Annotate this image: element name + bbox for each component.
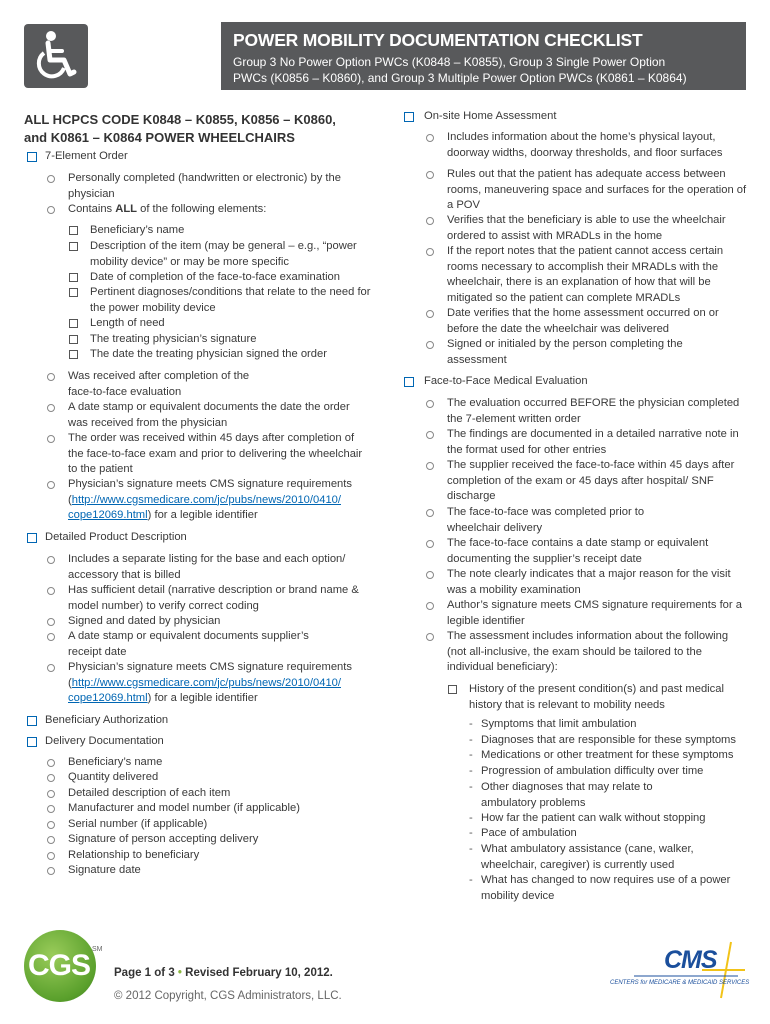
- history-subitem: How far the patient can walk without stopping: [481, 812, 706, 824]
- f2f-item: The findings are documented in a detailed narrative note in the format used for other entries: [447, 428, 739, 456]
- history-subitem: Progression of ambulation difficulty over time: [481, 765, 704, 777]
- f2f-item: The evaluation occurred BEFORE the physician completed the 7-element written order: [447, 397, 740, 425]
- order-label: 7-Element Order: [45, 150, 128, 162]
- copyright: © 2012 Copyright, CGS Administrators, LLC.: [114, 990, 342, 1002]
- delivery-item: Relationship to beneficiary: [68, 849, 200, 861]
- f2f-checkbox[interactable]: [404, 377, 414, 387]
- order-item-text: of the following elements:: [137, 203, 267, 215]
- cms-logo-text: CMS: [664, 946, 717, 974]
- order-item-emphasis: ALL: [115, 203, 138, 215]
- bullet-icon: [426, 400, 434, 408]
- element-item: The treating physician’s signature: [90, 333, 257, 345]
- page-info: [114, 967, 333, 979]
- dash-icon: -: [469, 827, 473, 839]
- element-checkbox[interactable]: [69, 273, 78, 282]
- history-subitem: Diagnoses that are responsible for these symptoms: [481, 734, 736, 746]
- bullet-icon: [47, 556, 55, 564]
- order-item: The order was received within 45 days after completion of the face-to-face exam and prior to delivering the wheelchair to the patient: [68, 432, 363, 475]
- section-heading: [24, 111, 354, 147]
- f2f-item: The note clearly indicates that a major reason for the visit was a mobility examination: [447, 568, 731, 596]
- wheelchair-icon: [24, 24, 88, 88]
- element-item: The date the treating physician signed the order: [90, 348, 327, 360]
- order-checkbox[interactable]: [27, 152, 37, 162]
- revised-date: Revised February 10, 2012.: [185, 967, 333, 979]
- bullet-icon: [47, 867, 55, 875]
- delivery-item: Quantity delivered: [68, 771, 159, 783]
- product-checkbox[interactable]: [27, 533, 37, 543]
- order-item: Physician’s signature meets CMS signature requirements (http://www.cgsmedicare.com/jc/pubs/news/2010/0410/ cope12069.html) for a legible identifier: [68, 477, 378, 524]
- bullet-icon: [47, 175, 55, 183]
- bullet-icon: [426, 341, 434, 349]
- home-item: Date verifies that the home assessment occurred on or before the date the wheelchair was delivered: [447, 307, 719, 335]
- delivery-label: Delivery Documentation: [45, 735, 164, 747]
- bullet-icon: [426, 509, 434, 517]
- order-item: Personally completed (handwritten or electronic) by the physician: [68, 172, 341, 200]
- order-item: A date stamp or equivalent documents the date the order was received from the physician: [68, 401, 350, 429]
- bullet-icon: [47, 633, 55, 641]
- authorization-checkbox[interactable]: [27, 716, 37, 726]
- page-title: POWER MOBILITY DOCUMENTATION CHECKLIST: [233, 30, 643, 50]
- bullet-icon: [47, 774, 55, 782]
- bullet-icon: [426, 171, 434, 179]
- separator: •: [177, 967, 182, 979]
- bullet-icon: [426, 571, 434, 579]
- home-item: If the report notes that the patient cannot access certain rooms necessary to accomplish their MRADLs with the wheelchair, there is an explanation of how that will be mitigated so the patient can complete MRADLs: [447, 245, 724, 304]
- f2f-item: The assessment includes information about the following (not all-inclusive, the exam should be tailored to the individual beneficiary):: [447, 630, 729, 673]
- order-item-text: ) for a legible identifier: [147, 509, 258, 521]
- wheelchair-logo: [24, 24, 88, 88]
- signature-requirements-link[interactable]: cope12069.html: [68, 509, 148, 521]
- signature-requirements-link[interactable]: http://www.cgsmedicare.com/jc/pubs/news/2010/0410/: [71, 493, 341, 506]
- element-item: Length of need: [90, 317, 165, 329]
- subtitle-line-2: PWCs (K0856 – K0860), and Group 3 Multiple Power Option PWCs (K0861 – K0864): [233, 71, 687, 85]
- f2f-item: The face-to-face contains a date stamp or equivalent documenting the supplier’s receipt date: [447, 537, 709, 565]
- f2f-item: The face-to-face was completed prior to wheelchair delivery: [447, 506, 645, 534]
- order-item: Was received after completion of the face-to-face evaluation: [68, 370, 250, 398]
- bullet-icon: [426, 431, 434, 439]
- element-checkbox[interactable]: [69, 335, 78, 344]
- order-item-text: Contains: [68, 203, 116, 215]
- delivery-item: Signature date: [68, 864, 141, 876]
- delivery-checkbox[interactable]: [27, 737, 37, 747]
- element-checkbox[interactable]: [69, 319, 78, 328]
- bullet-icon: [47, 373, 55, 381]
- bullet-icon: [426, 602, 434, 610]
- bullet-icon: [426, 134, 434, 142]
- product-item: Has sufficient detail (narrative description or brand name & model number) to verify correct coding: [68, 584, 359, 612]
- f2f-item: The supplier received the face-to-face within 45 days after completion of the exam or 45 days after hospital/ SNF discharge: [447, 459, 735, 502]
- bullet-icon: [47, 852, 55, 860]
- product-item: Signed and dated by physician: [68, 615, 221, 627]
- section-heading-line-2: and K0861 – K0864 POWER WHEELCHAIRS: [24, 130, 295, 145]
- element-item: Pertinent diagnoses/conditions that relate to the need for the power mobility device: [90, 286, 371, 314]
- delivery-item: Beneficiary’s name: [68, 756, 163, 768]
- product-item: A date stamp or equivalent documents supplier’s receipt date: [68, 630, 309, 658]
- bullet-icon: [426, 462, 434, 470]
- authorization-label: Beneficiary Authorization: [45, 714, 169, 726]
- delivery-item: Manufacturer and model number (if applicable): [68, 802, 300, 814]
- dash-icon: -: [469, 765, 473, 777]
- cms-logo: [606, 940, 750, 1000]
- delivery-item: Detailed description of each item: [68, 787, 231, 799]
- bullet-icon: [47, 481, 55, 489]
- order-item: [68, 202, 358, 218]
- section-heading-line-1: ALL HCPCS CODE K0848 – K0855, K0856 – K0860,: [24, 112, 336, 127]
- cgs-logo-text: CGS: [28, 949, 91, 982]
- bullet-icon: [426, 248, 434, 256]
- dash-icon: -: [469, 843, 473, 855]
- dash-icon: -: [469, 812, 473, 824]
- dash-icon: -: [469, 781, 473, 793]
- dash-icon: -: [469, 734, 473, 746]
- signature-requirements-link[interactable]: cope12069.html: [68, 692, 148, 704]
- history-subitem: Other diagnoses that may relate to ambulatory problems: [481, 781, 653, 809]
- bullet-icon: [47, 821, 55, 829]
- bullet-icon: [47, 759, 55, 767]
- bullet-icon: [47, 836, 55, 844]
- element-checkbox[interactable]: [69, 226, 78, 235]
- element-checkbox[interactable]: [69, 350, 78, 359]
- service-mark: SM: [92, 946, 103, 953]
- delivery-item: Signature of person accepting delivery: [68, 833, 259, 845]
- bullet-icon: [47, 618, 55, 626]
- bullet-icon: [47, 664, 55, 672]
- element-checkbox[interactable]: [69, 288, 78, 297]
- home-item: Verifies that the beneficiary is able to use the wheelchair ordered to assist with MRADLs in the home: [447, 214, 726, 242]
- product-item-text: ) for a legible identifier: [147, 692, 258, 704]
- history-subitem: Medications or other treatment for these symptoms: [481, 749, 734, 761]
- history-subitem: Pace of ambulation: [481, 827, 577, 839]
- delivery-item: Serial number (if applicable): [68, 818, 208, 830]
- bullet-icon: [426, 310, 434, 318]
- home-item: Includes information about the home’s physical layout, doorway widths, doorway thresholds, and floor surfaces: [447, 131, 723, 159]
- bullet-icon: [47, 404, 55, 412]
- home-item: Signed or initialed by the person completing the assessment: [447, 338, 683, 366]
- dash-icon: -: [469, 749, 473, 761]
- history-item: History of the present condition(s) and past medical history that is relevant to mobility needs: [469, 683, 724, 711]
- bullet-icon: [426, 217, 434, 225]
- history-subitem: What has changed to now requires use of a power mobility device: [481, 874, 731, 902]
- page-subtitle: [233, 54, 687, 86]
- history-checkbox[interactable]: [448, 685, 457, 694]
- home-assessment-checkbox[interactable]: [404, 112, 414, 122]
- product-item: Physician’s signature meets CMS signature requirements (http://www.cgsmedicare.com/jc/pubs/news/2010/0410/ cope12069.html) for a legible identifier: [68, 660, 378, 707]
- cms-tagline: CENTERS for MEDICARE & MEDICAID SERVICES: [610, 980, 750, 986]
- f2f-item: Author’s signature meets CMS signature requirements for a legible identifier: [447, 599, 742, 627]
- element-item: Beneficiary’s name: [90, 224, 185, 236]
- product-item: Includes a separate listing for the base and each option/ accessory that is billed: [68, 553, 346, 581]
- bullet-icon: [426, 633, 434, 641]
- home-assessment-label: On-site Home Assessment: [424, 110, 557, 122]
- bullet-icon: [47, 206, 55, 214]
- f2f-label: Face-to-Face Medical Evaluation: [424, 375, 588, 387]
- bullet-icon: [47, 790, 55, 798]
- element-item: Description of the item (may be general – e.g., “power mobility device” or may be more specific: [90, 240, 357, 268]
- bullet-icon: [47, 587, 55, 595]
- bullet-icon: [47, 435, 55, 443]
- history-subitem: What ambulatory assistance (cane, walker, wheelchair, caregiver) is currently used: [481, 843, 694, 871]
- product-item-text: Physician’s signature meets CMS signature requirements: [68, 661, 352, 673]
- element-item: Date of completion of the face-to-face examination: [90, 271, 340, 283]
- bullet-icon: [47, 805, 55, 813]
- history-subitem: Symptoms that limit ambulation: [481, 718, 637, 730]
- product-label: Detailed Product Description: [45, 531, 187, 543]
- element-checkbox[interactable]: [69, 242, 78, 251]
- bullet-icon: [426, 540, 434, 548]
- order-item-text: Physician’s signature meets CMS signature requirements: [68, 478, 352, 490]
- page-number: Page 1 of 3: [114, 967, 175, 979]
- signature-requirements-link[interactable]: http://www.cgsmedicare.com/jc/pubs/news/2010/0410/: [71, 676, 341, 689]
- home-item: Rules out that the patient has adequate access between rooms, maneuvering space and surfaces for the operation of a POV: [447, 168, 747, 211]
- subtitle-line-1: Group 3 No Power Option PWCs (K0848 – K0855), Group 3 Single Power Option: [233, 55, 666, 69]
- dash-icon: -: [469, 718, 473, 730]
- dash-icon: -: [469, 874, 473, 886]
